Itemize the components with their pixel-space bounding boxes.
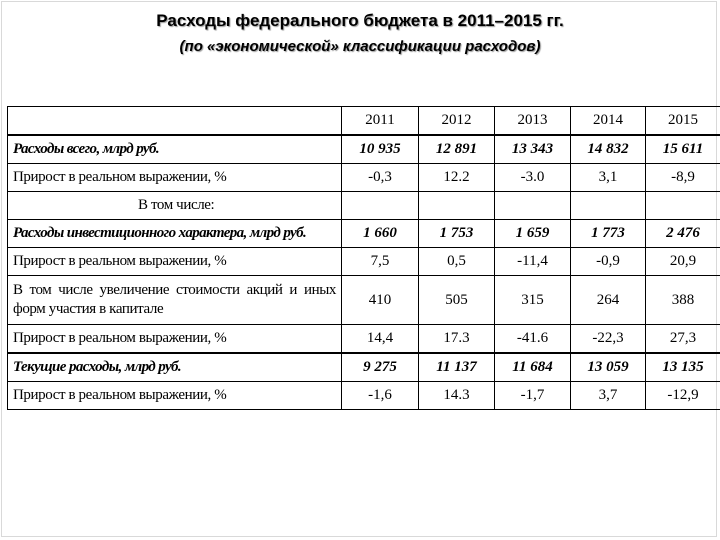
cell-value: 1 659 (495, 220, 571, 248)
table-row (8, 192, 720, 220)
cell-value: 0,5 (419, 248, 495, 276)
cell-value: -1,7 (495, 382, 571, 410)
cell-value (571, 192, 646, 220)
header-empty-cell (8, 107, 342, 136)
row-label: Текущие расходы, млрд руб. (8, 353, 342, 382)
row-label: В том числе увеличение стоимости акций и иных форм участия в капитале (8, 276, 342, 325)
cell-value: -11,4 (495, 248, 571, 276)
table-row (8, 353, 720, 382)
page-title: Расходы федерального бюджета в 2011–2015 гг. (156, 11, 564, 30)
cell-value: 7,5 (342, 248, 419, 276)
header-year: 2014 (571, 107, 646, 136)
cell-value (419, 192, 495, 220)
cell-value: 20,9 (646, 248, 720, 276)
row-label: Прирост в реальном выражении, % (8, 248, 342, 276)
row-label: Расходы всего, млрд руб. (8, 135, 342, 164)
cell-value: -1,6 (342, 382, 419, 410)
cell-value: 12.2 (419, 164, 495, 192)
cell-value: 13 343 (495, 135, 571, 164)
cell-value: 14,4 (342, 325, 419, 354)
header-year: 2012 (419, 107, 495, 136)
cell-value: 14 832 (571, 135, 646, 164)
table-row (8, 220, 720, 248)
table-row (8, 276, 720, 325)
cell-value: 10 935 (342, 135, 419, 164)
cell-value: 3,1 (571, 164, 646, 192)
cell-value: -0,3 (342, 164, 419, 192)
row-label: Расходы инвестиционного характера, млрд руб. (8, 220, 342, 248)
cell-value: -8,9 (646, 164, 720, 192)
row-label: Прирост в реальном выражении, % (8, 382, 342, 410)
cell-value: 27,3 (646, 325, 720, 354)
cell-value: 13 135 (646, 353, 720, 382)
cell-value (342, 192, 419, 220)
cell-value: 388 (646, 276, 720, 325)
cell-value: 11 684 (495, 353, 571, 382)
cell-value: 410 (342, 276, 419, 325)
row-label: Прирост в реальном выражении, % (8, 325, 342, 354)
cell-value: 1 773 (571, 220, 646, 248)
cell-value: 9 275 (342, 353, 419, 382)
cell-value: -0,9 (571, 248, 646, 276)
cell-value: -12,9 (646, 382, 720, 410)
table-row (8, 248, 720, 276)
cell-value: 2 476 (646, 220, 720, 248)
budget-table (7, 106, 720, 410)
cell-value: -22,3 (571, 325, 646, 354)
cell-value: -41.6 (495, 325, 571, 354)
cell-value: 3,7 (571, 382, 646, 410)
cell-value: 1 753 (419, 220, 495, 248)
table-header-row (8, 107, 720, 136)
table-row (8, 325, 720, 354)
title-block (0, 10, 720, 58)
row-label: В том числе: (8, 192, 342, 220)
cell-value (646, 192, 720, 220)
page-subtitle: (по «экономической» классификации расходов) (179, 38, 541, 55)
row-label: Прирост в реальном выражении, % (8, 164, 342, 192)
cell-value: 505 (419, 276, 495, 325)
cell-value: 11 137 (419, 353, 495, 382)
cell-value: 1 660 (342, 220, 419, 248)
table-row (8, 382, 720, 410)
cell-value: 17.3 (419, 325, 495, 354)
header-year: 2013 (495, 107, 571, 136)
header-year: 2011 (342, 107, 419, 136)
cell-value: -3.0 (495, 164, 571, 192)
cell-value: 15 611 (646, 135, 720, 164)
cell-value: 12 891 (419, 135, 495, 164)
cell-value: 14.3 (419, 382, 495, 410)
table-row (8, 164, 720, 192)
cell-value: 264 (571, 276, 646, 325)
header-year: 2015 (646, 107, 720, 136)
cell-value: 315 (495, 276, 571, 325)
table-row (8, 135, 720, 164)
cell-value: 13 059 (571, 353, 646, 382)
cell-value (495, 192, 571, 220)
